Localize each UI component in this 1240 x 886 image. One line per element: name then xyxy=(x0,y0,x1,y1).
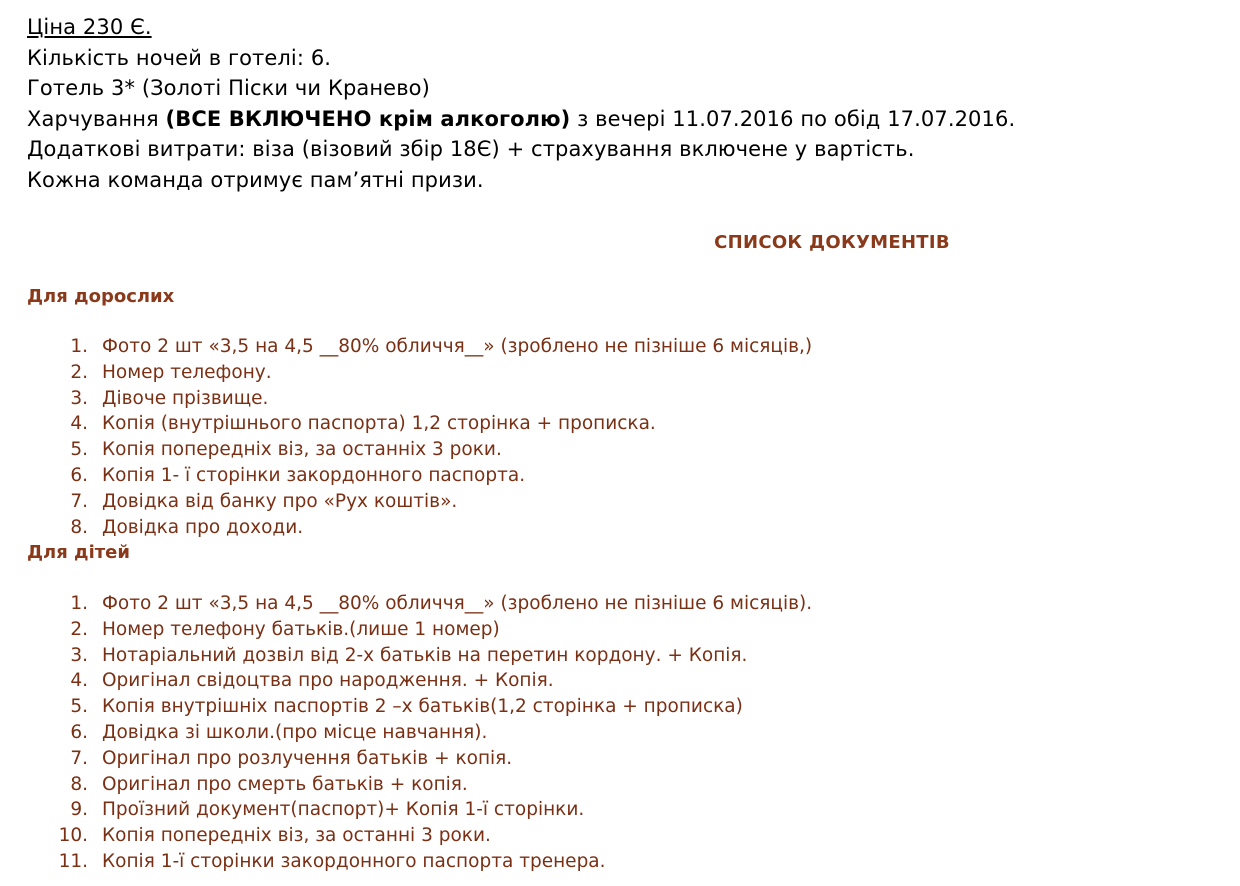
adults-list-item xyxy=(54,411,812,437)
list-item-text: Довідка зі школи.(про місце навчання). xyxy=(102,721,488,743)
list-item-text: Копія 1- ї сторінки закордонного паспорта. xyxy=(102,464,526,486)
list-item-text: Нотаріальний дозвіл від 2-х батьків на перетин кордону. + Копія. xyxy=(102,644,748,666)
children-list-item xyxy=(54,720,812,746)
list-item-number: 2. xyxy=(70,618,88,640)
list-item-number: 7. xyxy=(70,747,88,769)
list-item-text: Оригінал про розлучення батьків + копія. xyxy=(102,747,513,769)
list-item-number: 7. xyxy=(70,490,88,512)
list-item-number: 1. xyxy=(70,336,88,357)
list-item-number: 3. xyxy=(70,387,88,409)
list-item-text: Копія внутрішніх паспортів 2 –х батьків(1,2 сторінка + прописка) xyxy=(102,696,743,718)
prizes-line: Кожна команда отримує пам’ятні призи. xyxy=(27,167,484,192)
price-text: Ціна 230 Є. xyxy=(27,15,152,39)
list-item-number: 10. xyxy=(58,825,88,847)
list-item-number: 6. xyxy=(70,464,88,486)
adults-list-item xyxy=(54,489,812,515)
list-item-number: 11. xyxy=(58,850,88,872)
hotel-line: Готель 3* (Золоті Піски чи Кранево) xyxy=(27,76,430,100)
list-item-number: 5. xyxy=(70,439,88,461)
meals-line xyxy=(27,104,1232,135)
children-list-item xyxy=(54,668,812,694)
list-item-text: Фото 2 шт «3,5 на 4,5 __80% обличчя__» (зроблено не пізніше 6 місяців,) xyxy=(102,336,813,357)
list-item-text: Проїзний документ(паспорт)+ Копія 1-ї сторінки. xyxy=(102,799,585,821)
list-item-text: Довідка від банку про «Рух коштів». xyxy=(102,490,458,512)
list-item-number: 8. xyxy=(70,773,88,795)
list-item-text: Копія 1-ї сторінки закордонного паспорта тренера. xyxy=(102,850,606,872)
list-item-number: 8. xyxy=(70,516,88,538)
children-list-item xyxy=(54,617,812,643)
list-item-number: 4. xyxy=(70,670,88,692)
list-item-number: 4. xyxy=(70,413,88,435)
list-item-text: Довідка про доходи. xyxy=(102,516,304,538)
list-item-text: Копія попередніх віз, за останні 3 роки. xyxy=(102,825,491,847)
nights-line: Кількість ночей в готелі: 6. xyxy=(27,45,332,70)
adults-document-list xyxy=(54,334,812,540)
list-item-number: 6. xyxy=(70,721,88,743)
adults-list-item xyxy=(54,360,812,386)
documents-list-title: СПИСОК ДОКУМЕНТІВ xyxy=(714,232,950,253)
children-list-item xyxy=(54,591,812,617)
adults-list-item xyxy=(54,437,812,463)
adults-list-item xyxy=(54,334,812,360)
extra-costs-line: Додаткові витрати: віза (візовий збір 18Є) + страхування включене у вартість. xyxy=(27,137,915,161)
adults-list-item xyxy=(54,386,812,412)
children-document-list xyxy=(54,591,812,875)
children-list-item xyxy=(54,849,812,875)
list-item-text: Номер телефону батьків.(лише 1 номер) xyxy=(102,618,500,640)
children-heading: Для дітей xyxy=(27,542,130,563)
adults-heading: Для дорослих xyxy=(27,286,175,307)
children-list-item xyxy=(54,746,812,772)
meals-all-inclusive: (ВСЕ ВКЛЮЧЕНО крім алкоголю) xyxy=(165,106,571,131)
list-item-number: 1. xyxy=(70,593,88,614)
children-list-item xyxy=(54,694,812,720)
list-item-text: Дівоче прізвище. xyxy=(102,387,269,409)
children-list-item xyxy=(54,643,812,669)
list-item-text: Оригінал про смерть батьків + копія. xyxy=(102,773,468,795)
meals-prefix: Харчування xyxy=(27,106,166,131)
children-list-item xyxy=(54,772,812,798)
adults-list-item xyxy=(54,515,812,541)
children-list-item xyxy=(54,797,812,823)
list-item-number: 2. xyxy=(70,361,88,383)
price-line xyxy=(27,12,1232,43)
adults-list-item xyxy=(54,463,812,489)
list-item-number: 9. xyxy=(70,799,88,821)
children-list-item xyxy=(54,823,812,849)
list-item-text: Фото 2 шт «3,5 на 4,5 __80% обличчя__» (зроблено не пізніше 6 місяців). xyxy=(102,593,813,614)
list-item-text: Копія (внутрішнього паспорта) 1,2 сторінка + прописка. xyxy=(102,413,656,435)
trip-summary xyxy=(27,12,1232,195)
list-item-text: Номер телефону. xyxy=(102,361,272,383)
meals-dates: з вечері 11.07.2016 по обід 17.07.2016. xyxy=(570,106,1016,131)
list-item-number: 5. xyxy=(70,696,88,718)
list-item-text: Копія попередніх віз, за останніх 3 роки. xyxy=(102,439,502,461)
list-item-text: Оригінал свідоцтва про народження. + Копія. xyxy=(102,670,554,692)
list-item-number: 3. xyxy=(70,644,88,666)
